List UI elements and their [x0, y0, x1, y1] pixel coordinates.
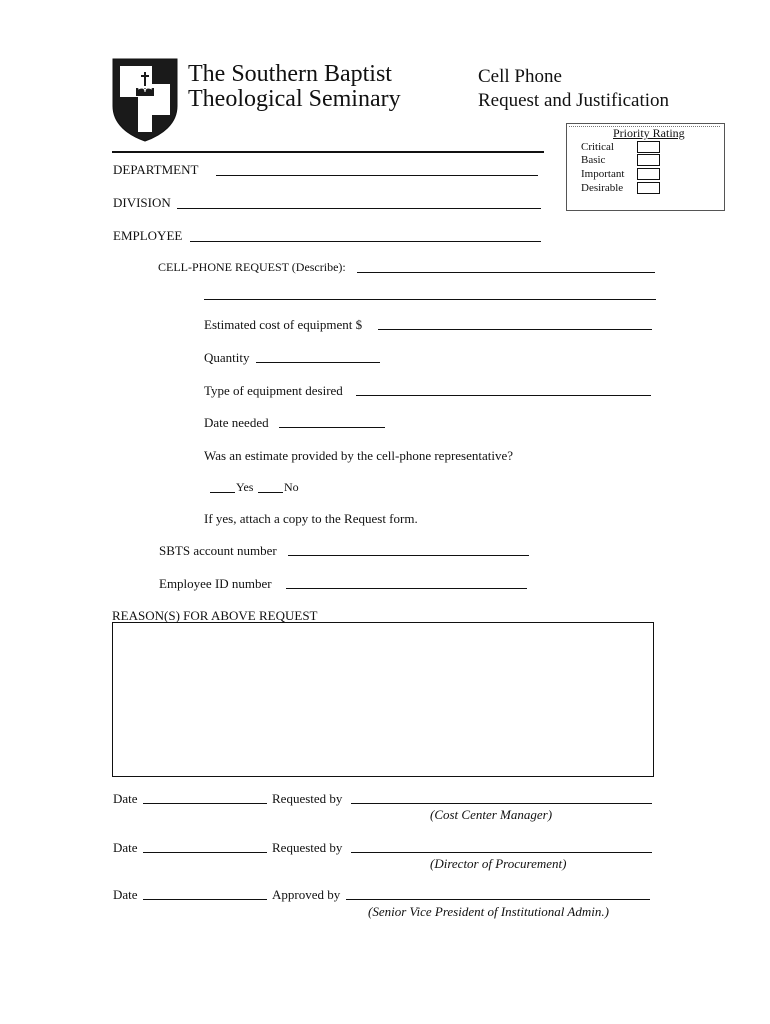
priority-checkbox-critical[interactable]: [637, 141, 660, 153]
institution-name-line1: The Southern Baptist: [188, 61, 392, 87]
cell-phone-request-field-line2[interactable]: [204, 299, 656, 300]
priority-label-important: Important: [581, 168, 625, 180]
department-label: DEPARTMENT: [113, 162, 199, 177]
division-field[interactable]: [177, 208, 541, 209]
signature1-date-label: Date: [113, 791, 138, 806]
priority-label-critical: Critical: [581, 141, 614, 153]
signature3-date-field[interactable]: [143, 899, 267, 900]
signature1-action-label: Requested by: [272, 791, 343, 806]
division-label: DIVISION: [113, 195, 171, 210]
priority-rating-heading: Priority Rating: [613, 126, 685, 140]
estimated-cost-label: Estimated cost of equipment $: [204, 317, 363, 332]
institution-name-line2: Theological Seminary: [188, 86, 401, 112]
employee-id-label: Employee ID number: [159, 576, 272, 591]
priority-rating-panel: [566, 123, 725, 211]
signature2-action-label: Requested by: [272, 840, 343, 855]
seminary-seal-logo: [112, 58, 178, 142]
signature1-role: (Cost Center Manager): [430, 807, 553, 822]
cell-phone-request-label: CELL-PHONE REQUEST (Describe):: [158, 260, 346, 274]
form-title-line1: Cell Phone: [478, 66, 562, 87]
estimate-question: Was an estimate provided by the cell-phone representative?: [204, 448, 514, 463]
sbts-account-label: SBTS account number: [159, 543, 277, 558]
yes-blank[interactable]: [210, 492, 235, 493]
yes-label: Yes: [236, 480, 254, 494]
date-needed-field[interactable]: [279, 427, 385, 428]
signature3-role: (Senior Vice President of Institutional Admin.): [368, 904, 609, 919]
no-blank[interactable]: [258, 492, 283, 493]
signature2-date-label: Date: [113, 840, 138, 855]
equipment-type-field[interactable]: [356, 395, 651, 396]
signature2-role: (Director of Procurement): [430, 856, 567, 871]
priority-checkbox-important[interactable]: [637, 168, 660, 180]
reasons-textarea[interactable]: [112, 622, 654, 777]
priority-label-basic: Basic: [581, 154, 606, 166]
signature1-name-field[interactable]: [351, 803, 652, 804]
equipment-type-label: Type of equipment desired: [204, 383, 343, 398]
priority-top-rule: [569, 126, 720, 127]
form-title-line2: Request and Justification: [478, 90, 670, 111]
sbts-account-field[interactable]: [288, 555, 529, 556]
priority-checkbox-basic[interactable]: [637, 154, 660, 166]
signature3-name-field[interactable]: [346, 899, 650, 900]
no-label: No: [284, 480, 299, 494]
date-needed-label: Date needed: [204, 415, 269, 430]
employee-id-field[interactable]: [286, 588, 527, 589]
attach-note: If yes, attach a copy to the Request form.: [204, 511, 418, 526]
quantity-label: Quantity: [204, 350, 250, 365]
employee-field[interactable]: [190, 241, 541, 242]
signature2-name-field[interactable]: [351, 852, 652, 853]
employee-label: EMPLOYEE: [113, 228, 183, 243]
department-field[interactable]: [216, 175, 538, 176]
signature3-date-label: Date: [113, 887, 138, 902]
reasons-heading: REASON(S) FOR ABOVE REQUEST: [112, 608, 318, 623]
priority-checkbox-desirable[interactable]: [637, 182, 660, 194]
header-rule: [112, 151, 544, 153]
cell-phone-request-field[interactable]: [357, 272, 655, 273]
quantity-field[interactable]: [256, 362, 380, 363]
signature2-date-field[interactable]: [143, 852, 267, 853]
priority-label-desirable: Desirable: [581, 182, 624, 194]
signature3-action-label: Approved by: [272, 887, 341, 902]
signature1-date-field[interactable]: [143, 803, 267, 804]
estimated-cost-field[interactable]: [378, 329, 652, 330]
